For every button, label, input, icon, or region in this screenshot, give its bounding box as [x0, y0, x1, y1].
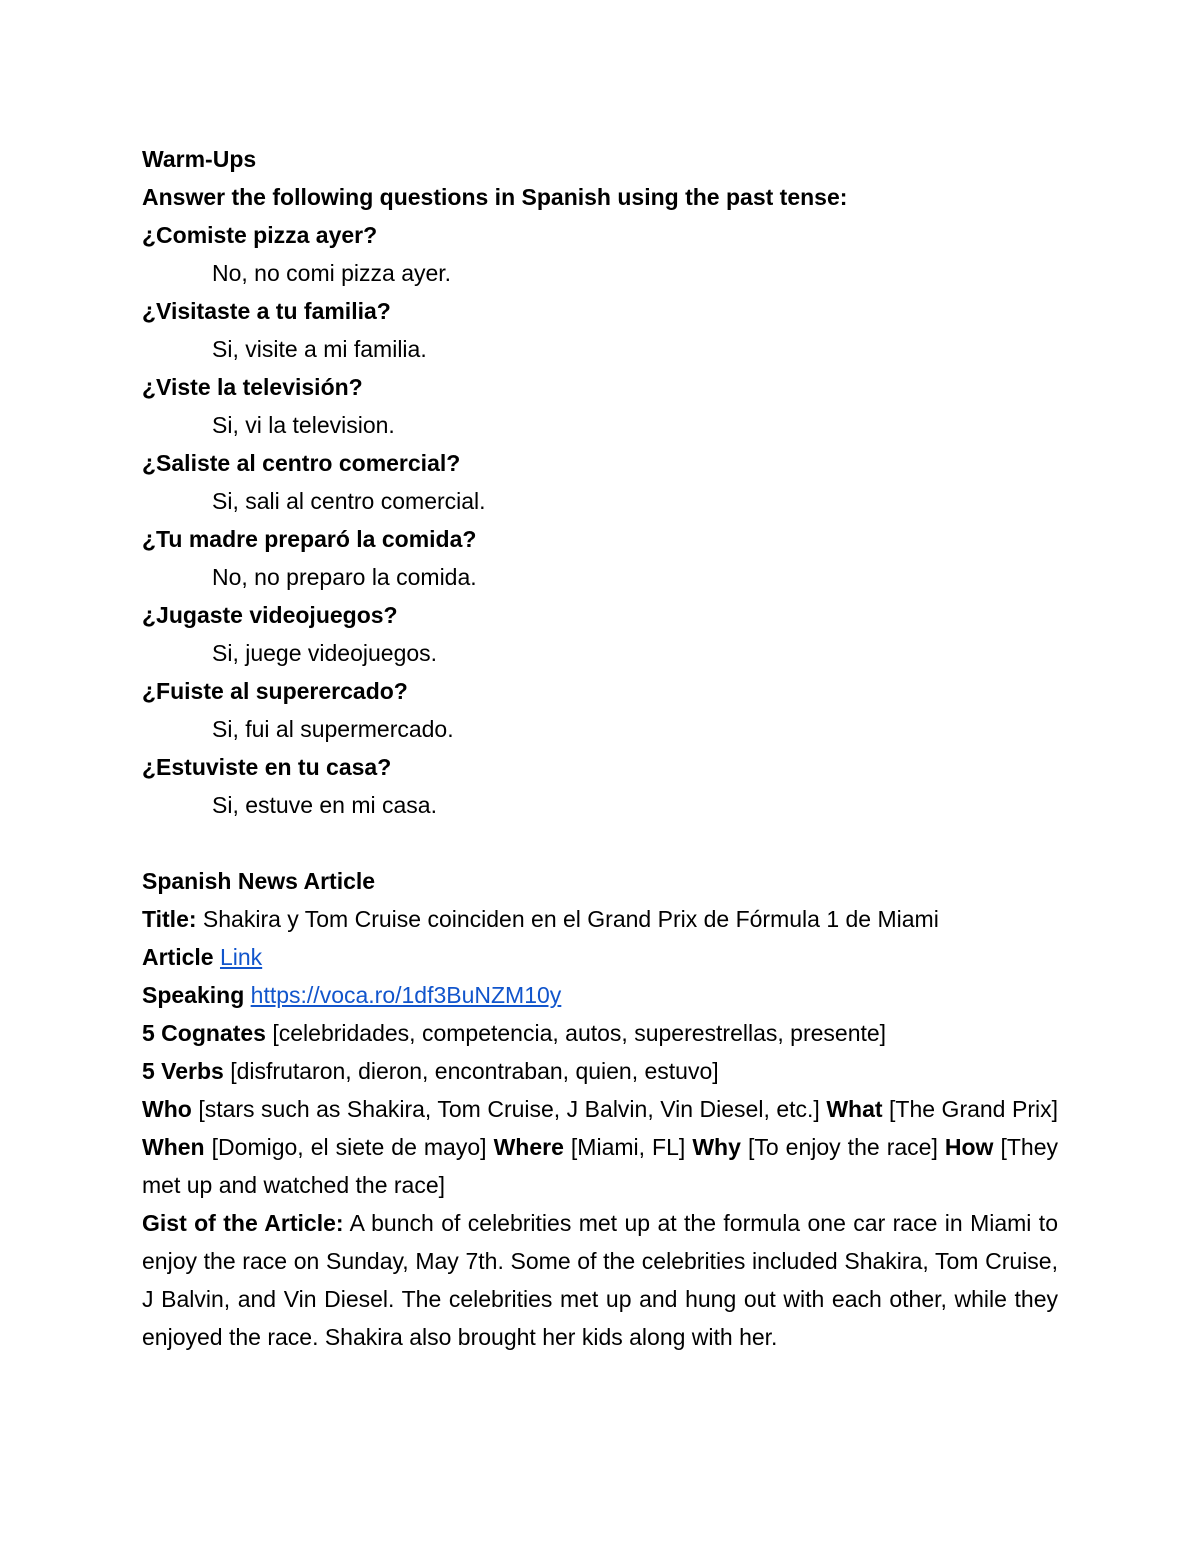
speaking-link[interactable]: https://voca.ro/1df3BuNZM10y [250, 982, 562, 1008]
who-value: [stars such as Shakira, Tom Cruise, J Balvin, Vin Diesel, etc.] [191, 1096, 827, 1122]
speaking-line [142, 976, 1058, 1014]
where-label: Where [493, 1134, 564, 1160]
question-6: ¿Jugaste videojuegos? [142, 602, 398, 628]
what-label: What [826, 1096, 883, 1122]
verbs-line [142, 1052, 1058, 1090]
where-value: [Miami, FL] [563, 1134, 693, 1160]
article-heading: Spanish News Article [142, 868, 376, 894]
question-8: ¿Estuviste en tu casa? [142, 754, 392, 780]
answer-7: Si, fui al supermercado. [212, 716, 454, 742]
question-3: ¿Viste la televisión? [142, 374, 363, 400]
speaking-label: Speaking [142, 982, 245, 1008]
question-4: ¿Saliste al centro comercial? [142, 450, 461, 476]
what-value: [The Grand Prix] [882, 1096, 1058, 1122]
article-label: Article [142, 944, 214, 970]
article-link[interactable]: Link [219, 944, 263, 970]
verbs-label: 5 Verbs [142, 1058, 224, 1084]
when-label: When [142, 1134, 205, 1160]
answer-2: Si, visite a mi familia. [212, 336, 427, 362]
article-title: Shakira y Tom Cruise coinciden en el Grand Prix de Fórmula 1 de Miami [196, 906, 939, 932]
question-7: ¿Fuiste al superercado? [142, 678, 408, 704]
answer-1: No, no comi pizza ayer. [212, 260, 452, 286]
how-label: How [944, 1134, 994, 1160]
cognates-line [142, 1014, 1058, 1052]
answer-5: No, no preparo la comida. [212, 564, 477, 590]
gist-label: Gist of the Article: [142, 1210, 344, 1236]
document-page [142, 140, 1058, 1356]
question-1: ¿Comiste pizza ayer? [142, 222, 378, 248]
warmups-heading: Warm-Ups [142, 146, 257, 172]
article-link-line [142, 938, 1058, 976]
verbs-list: [disfrutaron, dieron, encontraban, quien, estuvo] [223, 1058, 719, 1084]
title-label: Title: [142, 906, 197, 932]
cognates-list: [celebridades, competencia, autos, superestrellas, presente] [265, 1020, 887, 1046]
answer-6: Si, juege videojuegos. [212, 640, 438, 666]
why-value: [To enjoy the race] [740, 1134, 945, 1160]
why-label: Why [692, 1134, 741, 1160]
cognates-label: 5 Cognates [142, 1020, 266, 1046]
section-spacer [142, 824, 1058, 862]
gist-paragraph [142, 1204, 1058, 1356]
five-w-paragraph [142, 1090, 1058, 1204]
when-value: [Domigo, el siete de mayo] [204, 1134, 494, 1160]
question-2: ¿Visitaste a tu familia? [142, 298, 391, 324]
answer-8: Si, estuve en mi casa. [212, 792, 437, 818]
how-value: [They met up and watched the race] [142, 1134, 1058, 1198]
gist-text: A bunch of celebrities met up at the formula one car race in Miami to enjoy the race on Sunday, May 7th. Some of the celebrities included Shakira, Tom Cruise, J Balvin, and Vin Diesel. The celebrities met up and hung out with each other, while they enjoyed the race. Shakira also brought her kids along with her. [142, 1210, 1058, 1350]
answer-4: Si, sali al centro comercial. [212, 488, 486, 514]
question-5: ¿Tu madre preparó la comida? [142, 526, 477, 552]
article-title-line [142, 900, 1058, 938]
answer-3: Si, vi la television. [212, 412, 395, 438]
warmups-instructions: Answer the following questions in Spanish using the past tense: [142, 184, 848, 210]
who-label: Who [142, 1096, 192, 1122]
